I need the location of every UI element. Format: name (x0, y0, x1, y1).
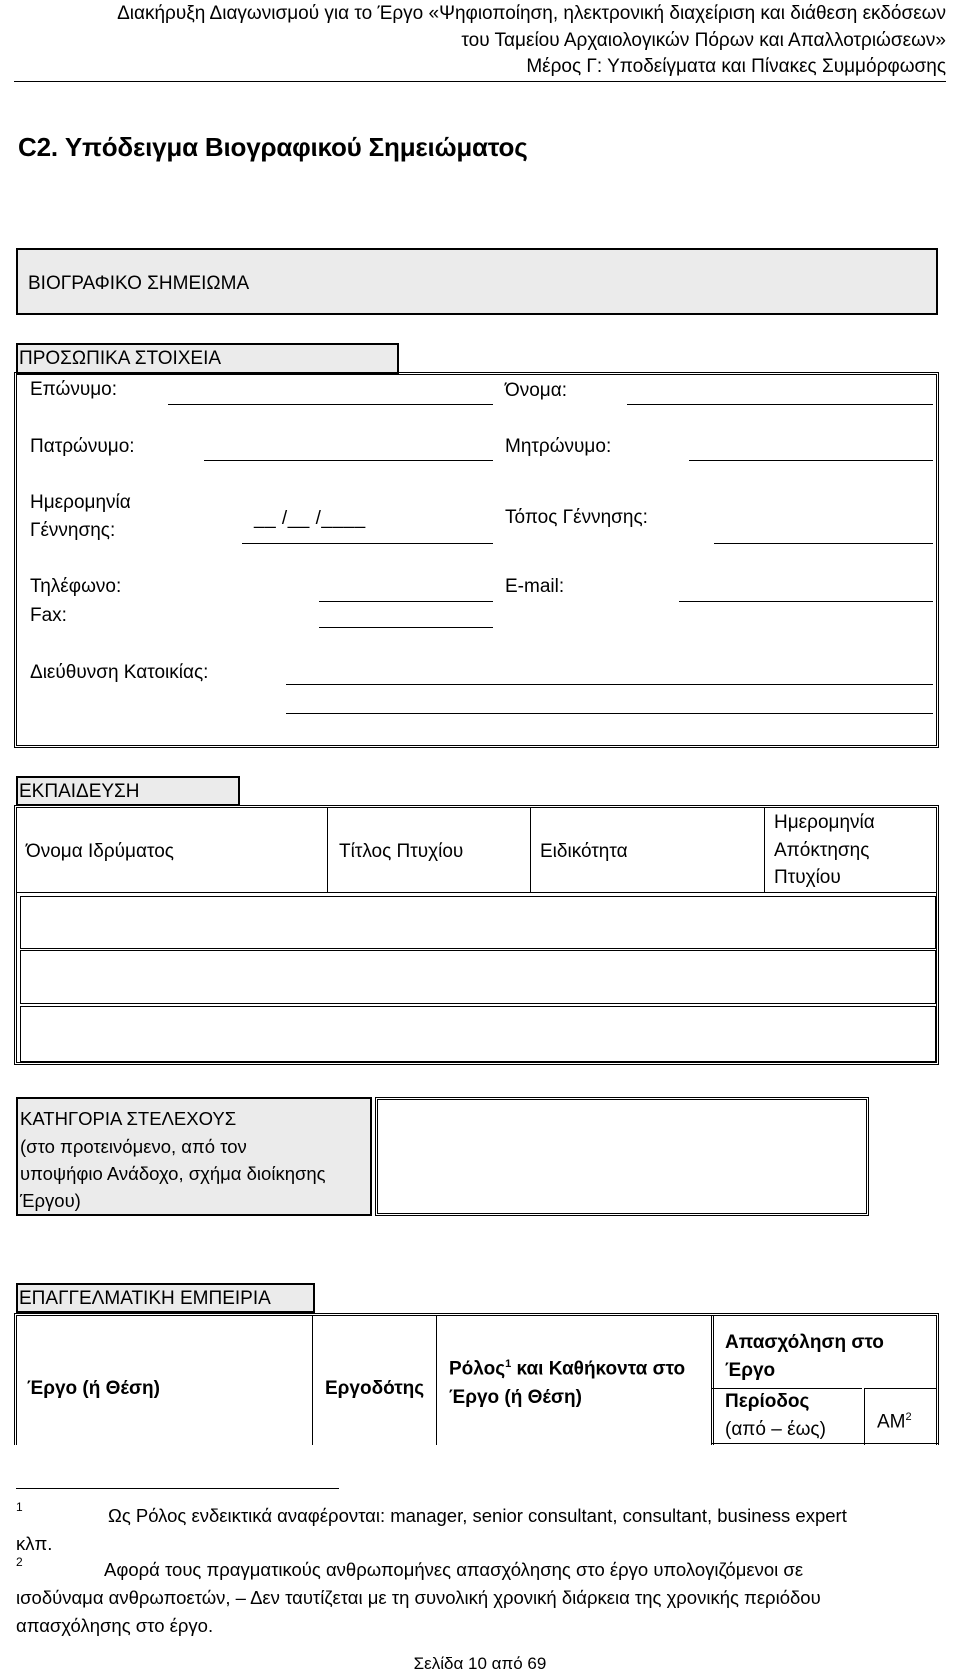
surname-field[interactable] (168, 404, 493, 405)
footnote-ref-2: 2 (905, 1411, 912, 1423)
address-label: Διεύθυνση Κατοικίας: (30, 662, 209, 683)
exp-col-role-1 (449, 1352, 685, 1381)
document-header-line2: του Ταμείου Αρχαιολογικών Πόρων και Απαλλοτριώσεων» (461, 30, 946, 51)
period-top-rule (711, 1388, 862, 1389)
footnote-1-mark: 1 (16, 1500, 23, 1514)
header-rule (14, 81, 946, 82)
personal-details-frame (14, 372, 939, 748)
footnote-2-line-3: απασχόλησης στο έργο. (16, 1615, 214, 1636)
am-col-divider (864, 1388, 865, 1445)
col-divider-2 (530, 808, 531, 893)
footnote-2-mark: 2 (16, 1555, 23, 1569)
fax-field[interactable] (319, 627, 493, 628)
birth-place-label: Τόπος Γέννησης: (505, 507, 648, 528)
mother-name-label: Μητρώνυμο: (505, 436, 612, 457)
am-label: ΑΜ (877, 1411, 906, 1433)
email-label: E-mail: (505, 576, 565, 597)
staff-category-field[interactable] (375, 1097, 869, 1216)
col-divider-3 (764, 808, 765, 893)
personal-heading: ΠΡΟΣΩΠΙΚΑ ΣΤΟΙΧΕΙΑ (19, 348, 222, 369)
education-entry-row[interactable] (20, 1006, 936, 1062)
name-field[interactable] (627, 404, 933, 405)
phone-label: Τηλέφωνο: (30, 576, 122, 597)
exp-row-bottom (711, 1443, 939, 1444)
exp-col-employer: Εργοδότης (325, 1378, 425, 1399)
footnote-ref-1: 1 (505, 1358, 512, 1370)
col-date-2: Απόκτησης (774, 840, 870, 861)
footnote-2-line-2: ισοδύναμα ανθρωποετών, – Δεν ταυτίζεται με τη συνολική χρονική διάρκεια της χρονικής περιόδου (16, 1587, 821, 1608)
education-entry-row[interactable] (20, 950, 936, 1004)
exp-col-divider-1 (312, 1316, 313, 1445)
exp-col-project: Έργο (ή Θέση) (27, 1378, 160, 1399)
exp-col-period-2: (από – έως) (725, 1419, 826, 1440)
mother-name-field[interactable] (689, 460, 933, 461)
father-name-label: Πατρώνυμο: (30, 436, 135, 457)
exp-col-am (877, 1405, 912, 1434)
birth-date-label-1: Ημερομηνία (30, 492, 131, 513)
page-title: C2. Υπόδειγμα Βιογραφικού Σημειώματος (18, 132, 528, 162)
col-specialty: Ειδικότητα (540, 841, 628, 862)
email-field[interactable] (679, 601, 933, 602)
staff-category-note-3: Έργου) (20, 1190, 81, 1211)
role-rest: και Καθήκοντα στο (511, 1358, 686, 1380)
col-institution: Όνομα Ιδρύματος (26, 841, 174, 862)
exp-col-employment-2: Έργο (725, 1360, 776, 1381)
exp-col-divider-3 (711, 1316, 714, 1445)
address-field-1[interactable] (286, 684, 933, 685)
document-header-line1: Διακήρυξη Διαγωνισμού για το Έργο «Ψηφιοποίηση, ηλεκτρονική διαχείριση και διάθεση εκδόσεων (117, 3, 946, 24)
staff-category-note-2: υποψήφιο Ανάδοχο, σχήμα διοίκησης (20, 1163, 326, 1184)
col-date-3: Πτυχίου (774, 867, 841, 888)
footnote-2-line-1: Αφορά τους πραγματικούς ανθρωπομήνες απασχόλησης στο έργο υπολογιζόμενοι σε (104, 1559, 804, 1580)
staff-category-note-1: (στο προτεινόμενο, από τον (20, 1136, 247, 1157)
footnote-separator (16, 1488, 339, 1489)
fax-label: Fax: (30, 605, 67, 626)
surname-label: Επώνυμο: (30, 379, 118, 400)
document-header-line3: Μέρος Γ: Υποδείγματα και Πίνακες Συμμόρφωσης (526, 56, 946, 77)
footnote-1-cont: κλπ. (16, 1533, 53, 1554)
birth-date-label-2: Γέννησης: (30, 520, 116, 541)
cv-banner (16, 248, 938, 315)
address-field-2[interactable] (286, 713, 933, 714)
exp-col-employment-1: Απασχόληση στο (725, 1332, 884, 1353)
exp-col-period-1: Περίοδος (725, 1391, 810, 1412)
birth-date-placeholder: __ /__ /____ (254, 508, 366, 529)
phone-field[interactable] (319, 601, 493, 602)
exp-col-role-2: Έργο (ή Θέση) (449, 1387, 582, 1408)
birth-place-field[interactable] (714, 543, 933, 544)
education-heading-box (16, 776, 240, 806)
col-divider-1 (327, 808, 328, 893)
father-name-field[interactable] (204, 460, 493, 461)
page-number: Σελίδα 10 από 69 (413, 1654, 547, 1673)
personal-heading-box (16, 343, 399, 374)
experience-heading: ΕΠΑΓΓΕΛΜΑΤΙΚΗ ΕΜΠΕΙΡΙΑ (19, 1288, 271, 1309)
staff-category-title: ΚΑΤΗΓΟΡΙΑ ΣΤΕΛΕΧΟΥΣ (20, 1108, 237, 1129)
education-entry-row[interactable] (20, 896, 936, 949)
exp-col-divider-2 (436, 1316, 437, 1445)
cv-banner-label: ΒΙΟΓΡΑΦΙΚΟ ΣΗΜΕΙΩΜΑ (28, 273, 250, 294)
col-degree-title: Τίτλος Πτυχίου (339, 841, 464, 862)
experience-heading-box (16, 1283, 315, 1313)
staff-category-box (16, 1097, 372, 1216)
birth-date-field[interactable] (242, 543, 493, 544)
col-date-1: Ημερομηνία (774, 812, 875, 833)
name-label: Όνομα: (505, 380, 567, 401)
footnote-1-text: Ως Ρόλος ενδεικτικά αναφέρονται: manager, senior consultant, consultant, business expert (108, 1505, 847, 1526)
education-heading: ΕΚΠΑΙΔΕΥΣΗ (19, 781, 140, 802)
role-word: Ρόλος (449, 1358, 506, 1380)
am-top-rule (864, 1388, 936, 1389)
